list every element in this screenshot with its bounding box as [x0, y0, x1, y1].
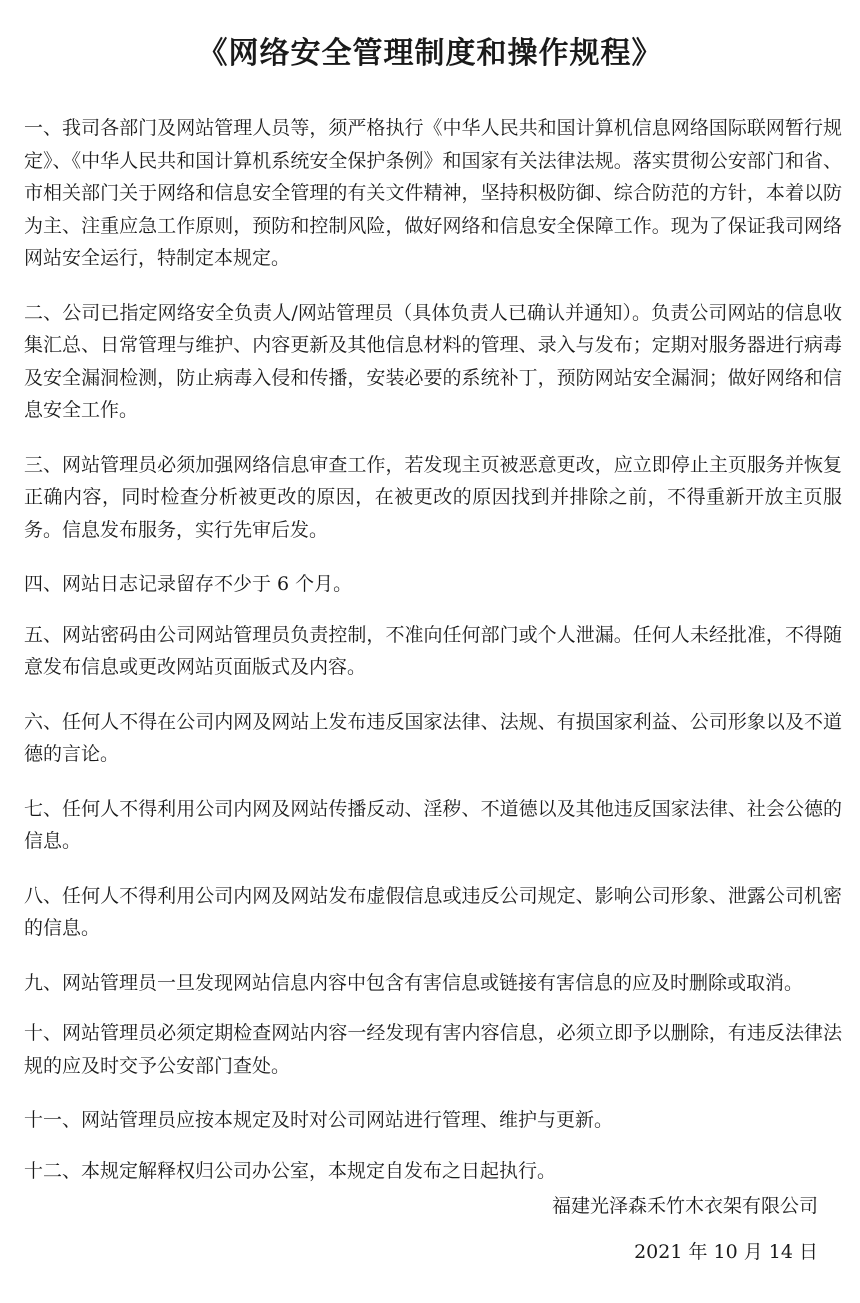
paragraph-9: 九、网站管理员一旦发现网站信息内容中包含有害信息或链接有害信息的应及时删除或取消。 — [24, 971, 804, 994]
paragraph-4: 四、网站日志记录留存不少于 6 个月。 — [24, 573, 353, 595]
document-title: 《网络安全管理制度和操作规程》 — [197, 36, 663, 71]
paragraph-2: 二、公司已指定网络安全负责人/网站管理员（具体负责人已确认并通知）。负责公司网站的信息收集汇总、日常管理与维护、内容更新及其他信息材料的管理、录入与发布；定期对服务器进行病毒及安全漏洞检测，防止病毒入侵和传播，安装必要的系统补丁，预防网站安全漏洞；做好网络和信息安全工作。 — [24, 301, 842, 421]
paragraph-3: 三、网站管理员必须加强网络信息审查工作，若发现主页被恶意更改，应立即停止主页服务并恢复正确内容，同时检查分析被更改的原因，在被更改的原因找到并排除之前，不得重新开放主页服务。信息发布服务，实行先审后发。 — [24, 453, 842, 541]
paragraph-5: 五、网站密码由公司网站管理员负责控制，不准向任何部门或个人泄漏。任何人未经批准，不得随意发布信息或更改网站页面版式及内容。 — [24, 623, 842, 678]
paragraph-10: 十、网站管理员必须定期检查网站内容一经发现有害内容信息，必须立即予以删除，有违反法律法规的应及时交予公安部门查处。 — [24, 1022, 842, 1077]
paragraph-6: 六、任何人不得在公司内网及网站上发布违反国家法律、法规、有损国家利益、公司形象以及不道德的言论。 — [24, 710, 842, 765]
document-body — [24, 112, 842, 1205]
paragraph-12: 十二、本规定解释权归公司办公室，本规定自发布之日起执行。 — [24, 1159, 557, 1182]
company-signature: 福建光泽森禾竹木衣架有限公司 — [551, 1195, 818, 1217]
paragraph-7: 七、任何人不得利用公司内网及网站传播反动、淫秽、不道德以及其他违反国家法律、社会公德的信息。 — [24, 797, 842, 852]
paragraph-8: 八、任何人不得利用公司内网及网站发布虚假信息或违反公司规定、影响公司形象、泄露公司机密的信息。 — [24, 884, 842, 939]
paragraph-11: 十一、网站管理员应按本规定及时对公司网站进行管理、维护与更新。 — [24, 1109, 614, 1131]
paragraph-1: 一、我司各部门及网站管理人员等，须严格执行《中华人民共和国计算机信息网络国际联网暂行规定》、《中华人民共和国计算机系统安全保护条例》和国家有关法律法规。落实贯彻公安部门和省、市相关部门关于网络和信息安全管理的有关文件精神，坚持积极防御、综合防范的方针，本着以防为主、注重应急工作原则，预防和控制风险，做好网络和信息安全保障工作。现为了保证我司网络网站安全运行，特制定本规定。 — [24, 117, 842, 269]
document-date: 2021 年 10 月 14 日 — [634, 1241, 818, 1263]
